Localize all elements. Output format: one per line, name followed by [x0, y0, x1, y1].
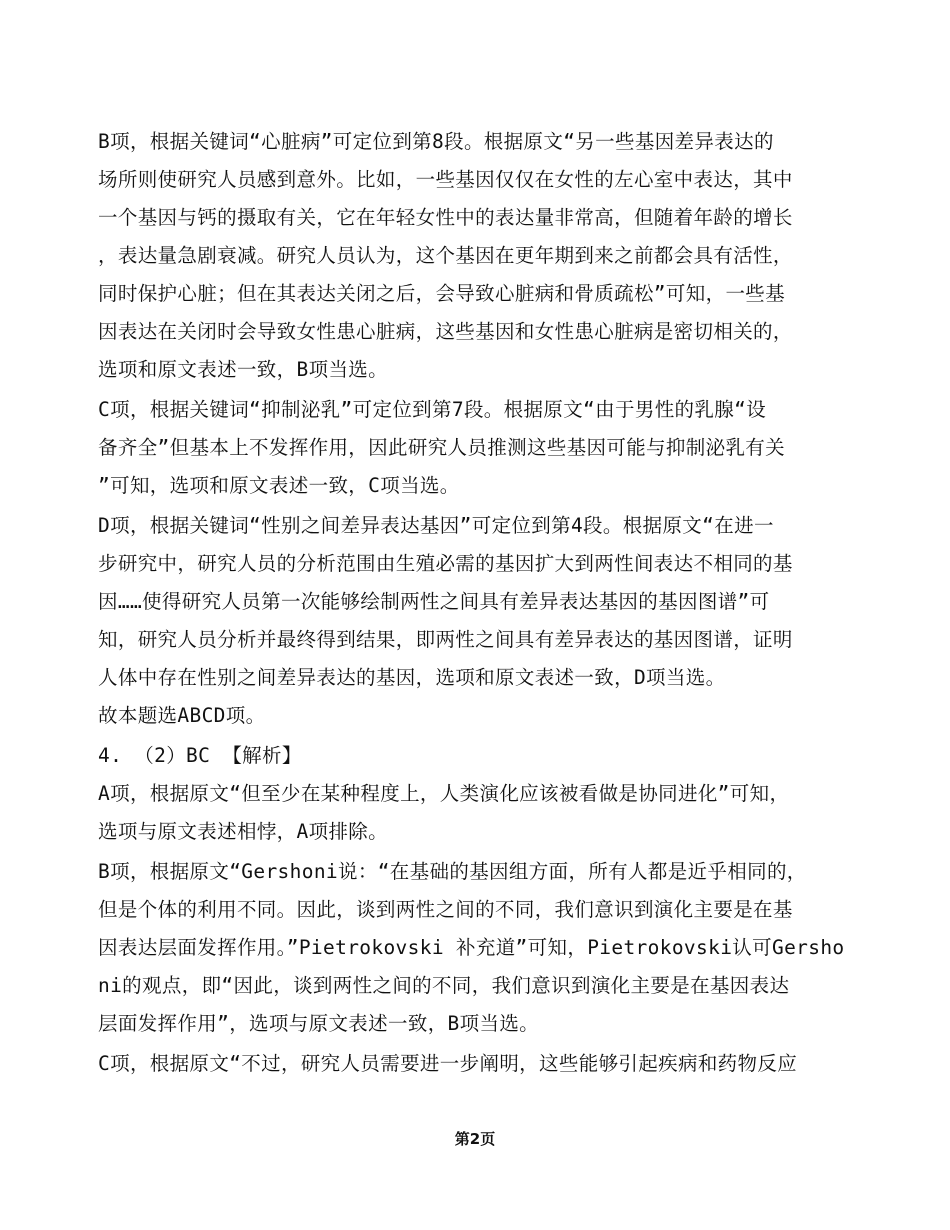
text-line: 步研究中，研究人员的分析范围由生殖必需的基因扩大到两性间表达不相同的基: [98, 552, 793, 575]
text-line: 同时保护心脏；但在其表达关闭之后，会导致心脏病和骨质疏松”可知，一些基: [98, 282, 785, 305]
text-line: 人体中存在性别之间差异表达的基因，选项和原文表述一致，D项当选。: [98, 666, 726, 689]
text-line: 知，研究人员分析并最终得到结果，即两性之间具有差异表达的基因图谱，证明: [98, 628, 793, 651]
text-line: B项，根据原文“Gershoni说：“在基础的基因组方面，所有人都是近乎相同的，: [98, 860, 807, 883]
page-number: 第2页: [454, 1130, 496, 1148]
text-line: 备齐全”但基本上不发挥作用，因此研究人员推测这些基因可能与抑制泌乳有关: [98, 436, 785, 459]
text-line: 选项与原文表述相悖，A项排除。: [98, 820, 388, 843]
text-line: D项，根据关键词“性别之间差异表达基因”可定位到第4段。根据原文“在进一: [98, 514, 774, 537]
text-line: C项，根据原文“不过，研究人员需要进一步阐明，这些能够引起疾病和药物反应: [98, 1052, 798, 1075]
text-line: 故本题选ABCD项。: [98, 704, 266, 727]
section-heading: 4. （2）BC 【解析】: [98, 744, 302, 767]
text-line: 层面发挥作用”，选项与原文表述一致，B项当选。: [98, 1012, 540, 1035]
text-line: 因表达在关闭时会导致女性患心脏病，这些基因和女性患心脏病是密切相关的，: [98, 320, 793, 343]
text-line: A项，根据原文“但至少在某种程度上，人类演化应该被看做是协同进化”可知，: [98, 782, 790, 805]
text-line: 选项和原文表述一致，B项当选。: [98, 358, 388, 381]
text-line: B项，根据关键词“心脏病”可定位到第8段。根据原文“另一些基因差异表达的: [98, 130, 774, 153]
text-line: 场所则使研究人员感到意外。比如，一些基因仅仅在女性的左心室中表达，其中: [98, 168, 793, 191]
text-line: ni的观点，即“因此，谈到两性之间的不同，我们意识到演化主要是在基因表达: [98, 974, 790, 997]
text-line: 因……使得研究人员第一次能够绘制两性之间具有差异表达基因的基因图谱”可: [98, 590, 770, 613]
text-line: ，表达量急剧衰减。研究人员认为，这个基因在更年期到来之前都会具有活性，: [98, 244, 793, 267]
text-line: C项，根据关键词“抑制泌乳”可定位到第7段。根据原文“由于男性的乳腺“设: [98, 398, 767, 421]
text-line: 一个基因与钙的摄取有关，它在年轻女性中的表达量非常高，但随着年龄的增长: [98, 206, 793, 229]
text-line: 但是个体的利用不同。因此，谈到两性之间的不同，我们意识到演化主要是在基: [98, 898, 793, 921]
text-line: 因表达层面发挥作用。”Pietrokovski 补充道”可知，Pietrokovski认可Gersho: [98, 936, 845, 959]
text-line: ”可知，选项和原文表述一致，C项当选。: [98, 474, 460, 497]
